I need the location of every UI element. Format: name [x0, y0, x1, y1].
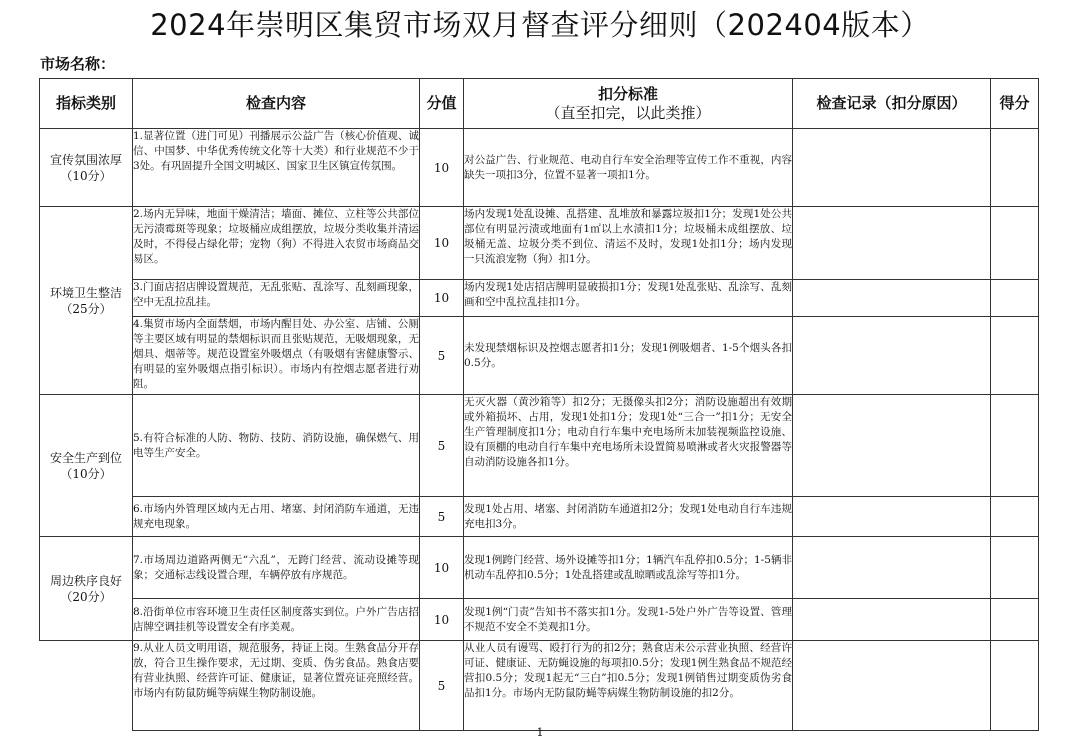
standard-text: 无灭火器（黄沙箱等）扣2分；无摄像头扣2分；消防设施超出有效期或外箱损坏、占用，发现1处扣1分；发现1处“三合一”扣1分；无安全生产管理制度扣1分；电动自行车集中充电场所未加装视频监控设施、设有顶棚的电动自行车集中充电场所未设置简易喷淋或者火灾报警器等自动消防设施各扣1分。 — [464, 396, 792, 468]
category-name: 环境卫生整洁 — [49, 285, 122, 300]
category-cell — [40, 395, 133, 537]
header-standard-line1: 扣分标准 — [597, 84, 658, 103]
table-row — [40, 537, 1039, 599]
category-cell — [40, 129, 133, 207]
table-row — [40, 207, 1039, 280]
points-cell[interactable] — [991, 395, 1039, 497]
category-weight: （20分） — [60, 589, 112, 604]
inspection-content — [133, 317, 420, 395]
record-cell[interactable] — [793, 497, 991, 537]
standard-text: 发现1例跨门经营、场外设摊等扣1分；1辆汽车乱停扣0.5分；1-5辆非机动车乱停扣0.5分；1处乱搭建或乱晾晒或乱涂写等扣1分。 — [464, 553, 792, 581]
deduction-standard — [464, 497, 793, 537]
content-text: 5.有符合标准的人防、物防、技防、消防设施，确保燃气、用电等生产安全。 — [133, 431, 419, 459]
content-text: 9.从业人员文明用语，规范服务，持证上岗。生熟食品分开存放，符合卫生操作要求，无过期、变质、伪劣食品。熟食店要有营业执照、经营许可证、健康证，显著位置亮证亮照经营。市场内有防鼠防蝇等病媒生物防制设施。 — [133, 642, 419, 699]
content-text: 6.市场内外管理区域内无占用、堵塞、封闭消防车通道，无违规充电现象。 — [133, 502, 419, 530]
points-cell[interactable] — [991, 599, 1039, 641]
deduction-standard — [464, 537, 793, 599]
score-value: 5 — [420, 497, 464, 537]
category-name: 安全生产到位 — [49, 450, 122, 465]
score-value: 5 — [420, 395, 464, 497]
category-weight: （10分） — [60, 168, 112, 183]
table-row — [40, 641, 1039, 731]
deduction-standard — [464, 280, 793, 317]
inspection-content — [133, 129, 420, 207]
record-cell[interactable] — [793, 395, 991, 497]
inspection-content — [133, 207, 420, 280]
category-weight: （10分） — [60, 466, 112, 481]
content-text: 7.市场周边道路两侧无“六乱”，无跨门经营、流动设摊等现象；交通标志线设置合理，车辆停放有序规范。 — [133, 553, 419, 581]
score-value: 5 — [420, 641, 464, 731]
table-header-row — [40, 79, 1039, 129]
market-name-label: 市场名称： — [40, 55, 116, 73]
points-cell[interactable] — [991, 537, 1039, 599]
record-cell[interactable] — [793, 207, 991, 280]
points-cell[interactable] — [991, 317, 1039, 395]
table-row — [40, 599, 1039, 641]
score-value: 5 — [420, 317, 464, 395]
score-value: 10 — [420, 207, 464, 280]
points-cell[interactable] — [991, 497, 1039, 537]
content-text: 4.集贸市场内全面禁烟，市场内醒目处、办公室、店铺、公厕等主要区域有明显的禁烟标识而且张贴规范，无吸烟现象，无烟具、烟蒂等。规范设置室外吸烟点（有吸烟有害健康警示、有明显的室外吸烟点指引标识）。市场内有控烟志愿者进行劝阻。 — [133, 318, 419, 390]
record-cell[interactable] — [793, 129, 991, 207]
header-category: 指标类别 — [40, 79, 133, 129]
category-cell — [40, 537, 133, 641]
inspection-content — [133, 599, 420, 641]
inspection-content — [133, 280, 420, 317]
deduction-standard — [464, 317, 793, 395]
deduction-standard — [464, 395, 793, 497]
score-value: 10 — [420, 599, 464, 641]
record-cell[interactable] — [793, 317, 991, 395]
standard-text: 发现1处占用、堵塞、封闭消防车通道扣2分；发现1处电动自行车违规充电扣3分。 — [464, 502, 792, 530]
category-cell — [40, 207, 133, 395]
header-points: 得分 — [991, 79, 1039, 129]
standard-text: 对公益广告、行业规范、电动自行车安全治理等宣传工作不重视，内容缺失一项扣3分，位置不显著一项扣1分。 — [464, 153, 792, 181]
standard-text: 场内发现1处店招店牌明显破损扣1分；发现1处乱张贴、乱涂写、乱刻画和空中乱拉乱挂扣1分。 — [464, 281, 792, 308]
header-score: 分值 — [420, 79, 464, 129]
deduction-standard — [464, 207, 793, 280]
table-row — [40, 280, 1039, 317]
content-text: 1.显著位置（进门可见）刊播展示公益广告（核心价值观、诚信、中国梦、中华优秀传统文化等十大类）和行业规范不少于3处。有巩固提升全国文明城区、国家卫生区镇宣传氛围。 — [133, 130, 419, 172]
inspection-content — [133, 537, 420, 599]
page-number: 1 — [536, 726, 544, 739]
deduction-standard — [464, 599, 793, 641]
header-record: 检查记录（扣分原因） — [793, 79, 991, 129]
page-title: 2024年崇明区集贸市场双月督查评分细则（202404版本） — [150, 8, 930, 42]
inspection-content — [133, 395, 420, 497]
category-weight: （25分） — [60, 301, 112, 316]
standard-text: 未发现禁烟标识及控烟志愿者扣1分；发现1例吸烟者、1-5个烟头各扣0.5分。 — [464, 341, 792, 369]
score-value: 10 — [420, 537, 464, 599]
points-cell[interactable] — [991, 207, 1039, 280]
record-cell[interactable] — [793, 537, 991, 599]
deduction-standard — [464, 641, 793, 731]
points-cell[interactable] — [991, 280, 1039, 317]
table-row — [40, 497, 1039, 537]
record-cell[interactable] — [793, 599, 991, 641]
deduction-standard — [464, 129, 793, 207]
inspection-content — [133, 497, 420, 537]
header-standard-line2: （直至扣完，以此类推） — [545, 103, 711, 122]
points-cell[interactable] — [991, 129, 1039, 207]
table-row — [40, 317, 1039, 395]
content-text: 8.沿街单位市容环境卫生责任区制度落实到位。户外广告店招店牌空调挂机等设置安全有序美观。 — [133, 605, 419, 633]
score-value: 10 — [420, 129, 464, 207]
category-cell-empty — [40, 641, 133, 731]
standard-text: 从业人员有谩骂、殴打行为的扣2分；熟食店未公示营业执照、经营许可证、健康证、无防蝇设施的每项扣0.5分；发现1例生熟食品不规范经营扣0.5分；发现1起无“三白”扣0.5分；发现1例销售过期变质伪劣食品扣1分。市场内无防鼠防蝇等病媒生物防制设施的扣2分。 — [464, 642, 792, 699]
category-name: 宣传氛围浓厚 — [49, 152, 122, 167]
standard-text: 发现1例“门责”告知书不落实扣1分。发现1-5处户外广告等设置、管理不规范不安全不美观扣1分。 — [464, 605, 792, 633]
points-cell[interactable] — [991, 641, 1039, 731]
record-cell[interactable] — [793, 280, 991, 317]
header-standard — [464, 79, 793, 129]
score-value: 10 — [420, 280, 464, 317]
standard-text: 场内发现1处乱设摊、乱搭建、乱堆放和暴露垃圾扣1分；发现1处公共部位有明显污渍或地面有1㎡以上水渍扣1分；垃圾桶未成组摆放、垃圾桶无盖、垃圾分类不到位、清运不及时，发现1处扣1分；场内发现一只流浪宠物（狗）扣1分。 — [464, 208, 792, 265]
table-row — [40, 395, 1039, 497]
content-text: 3.门面店招店牌设置规范，无乱张贴、乱涂写、乱刻画现象，空中无乱拉乱挂。 — [133, 281, 419, 308]
record-cell[interactable] — [793, 641, 991, 731]
content-text: 2.场内无异味，地面干燥清洁；墙面、摊位、立柱等公共部位无污渍霉斑等现象；垃圾桶应成组摆放，垃圾分类收集并清运及时，不得侵占绿化带；宠物（狗）不得进入农贸市场商品交易区。 — [133, 208, 419, 265]
scoring-table — [39, 78, 1039, 731]
table-row — [40, 129, 1039, 207]
header-content: 检查内容 — [133, 79, 420, 129]
category-name: 周边秩序良好 — [49, 573, 122, 588]
inspection-content — [133, 641, 420, 731]
